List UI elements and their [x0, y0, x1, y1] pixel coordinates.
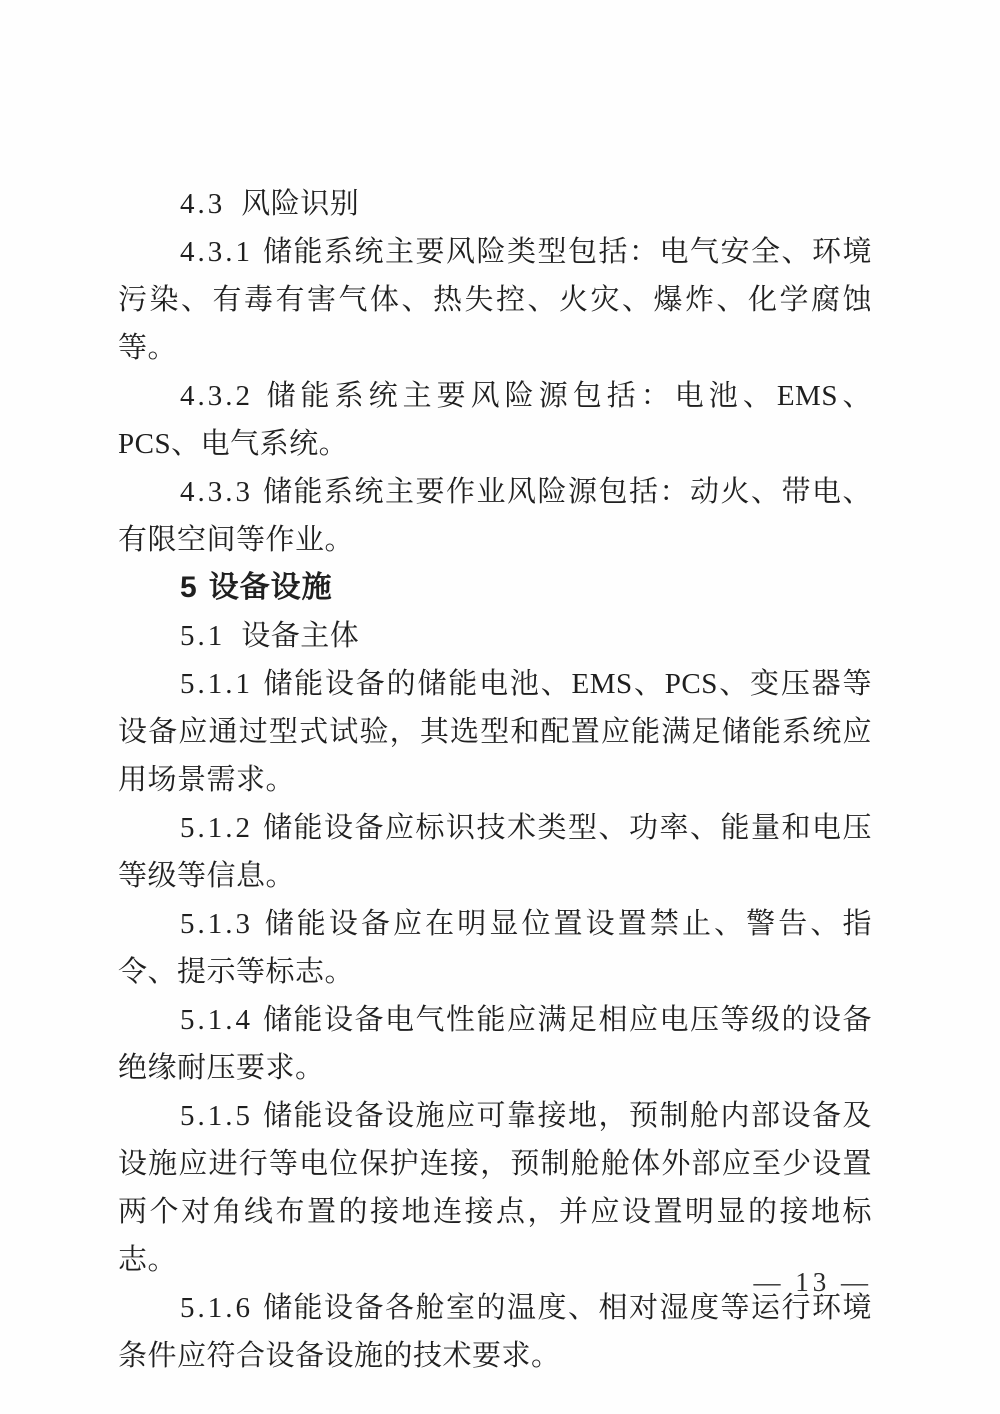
clause-number: 4.3.3 — [180, 476, 253, 508]
clause-text: 储能设备电气性能应满足相应电压等级的设备绝缘耐压要求。 — [118, 1004, 872, 1084]
clause-text: 设备主体 — [241, 620, 360, 652]
document-body — [118, 180, 872, 1380]
clause-5-1-3 — [118, 900, 872, 996]
chapter-title: 设备设施 — [208, 571, 333, 604]
clause-5-1-5 — [118, 1092, 872, 1284]
clause-5-1-2 — [118, 804, 872, 900]
clause-number: 4.3 — [180, 188, 226, 220]
clause-4-3-2 — [118, 372, 872, 468]
clause-text: 储能设备的储能电池、EMS、PCS、变压器等设备应通过型式试验，其选型和配置应能满足储能系统应用场景需求。 — [118, 668, 872, 796]
clause-5-1-heading — [118, 612, 872, 660]
clause-4-3-3 — [118, 468, 872, 564]
chapter-number: 5 — [180, 571, 197, 604]
clause-number: 5.1.1 — [180, 668, 253, 700]
clause-text: 储能系统主要风险类型包括：电气安全、环境污染、有毒有害气体、热失控、火灾、爆炸、化学腐蚀等。 — [118, 236, 872, 364]
clause-number: 4.3.2 — [180, 380, 253, 412]
clause-text: 风险识别 — [241, 188, 360, 220]
clause-text: 储能系统主要作业风险源包括：动火、带电、有限空间等作业。 — [118, 476, 872, 556]
clause-text: 储能设备应标识技术类型、功率、能量和电压等级等信息。 — [118, 812, 872, 892]
clause-5-1-1 — [118, 660, 872, 804]
clause-text: 储能设备应在明显位置设置禁止、警告、指令、提示等标志。 — [118, 908, 872, 988]
clause-text: 储能设备各舱室的温度、相对湿度等运行环境条件应符合设备设施的技术要求。 — [118, 1292, 872, 1372]
clause-text: 储能设备设施应可靠接地，预制舱内部设备及设施应进行等电位保护连接，预制舱舱体外部应至少设置两个对角线布置的接地连接点，并应设置明显的接地标志。 — [118, 1100, 872, 1276]
chapter-5-heading — [118, 564, 872, 612]
clause-number: 5.1.6 — [180, 1292, 253, 1324]
clause-number: 5.1 — [180, 620, 226, 652]
clause-number: 5.1.4 — [180, 1004, 253, 1036]
clause-5-1-4 — [118, 996, 872, 1092]
clause-4-3-1 — [118, 228, 872, 372]
clause-4-3-heading — [118, 180, 872, 228]
clause-text: 储能系统主要风险源包括：电池、EMS、PCS、电气系统。 — [118, 380, 872, 460]
clause-number: 4.3.1 — [180, 236, 253, 268]
clause-number: 5.1.5 — [180, 1100, 253, 1132]
clause-number: 5.1.3 — [180, 908, 253, 940]
clause-number: 5.1.2 — [180, 812, 253, 844]
page-number: — 13 — — [753, 1267, 872, 1297]
